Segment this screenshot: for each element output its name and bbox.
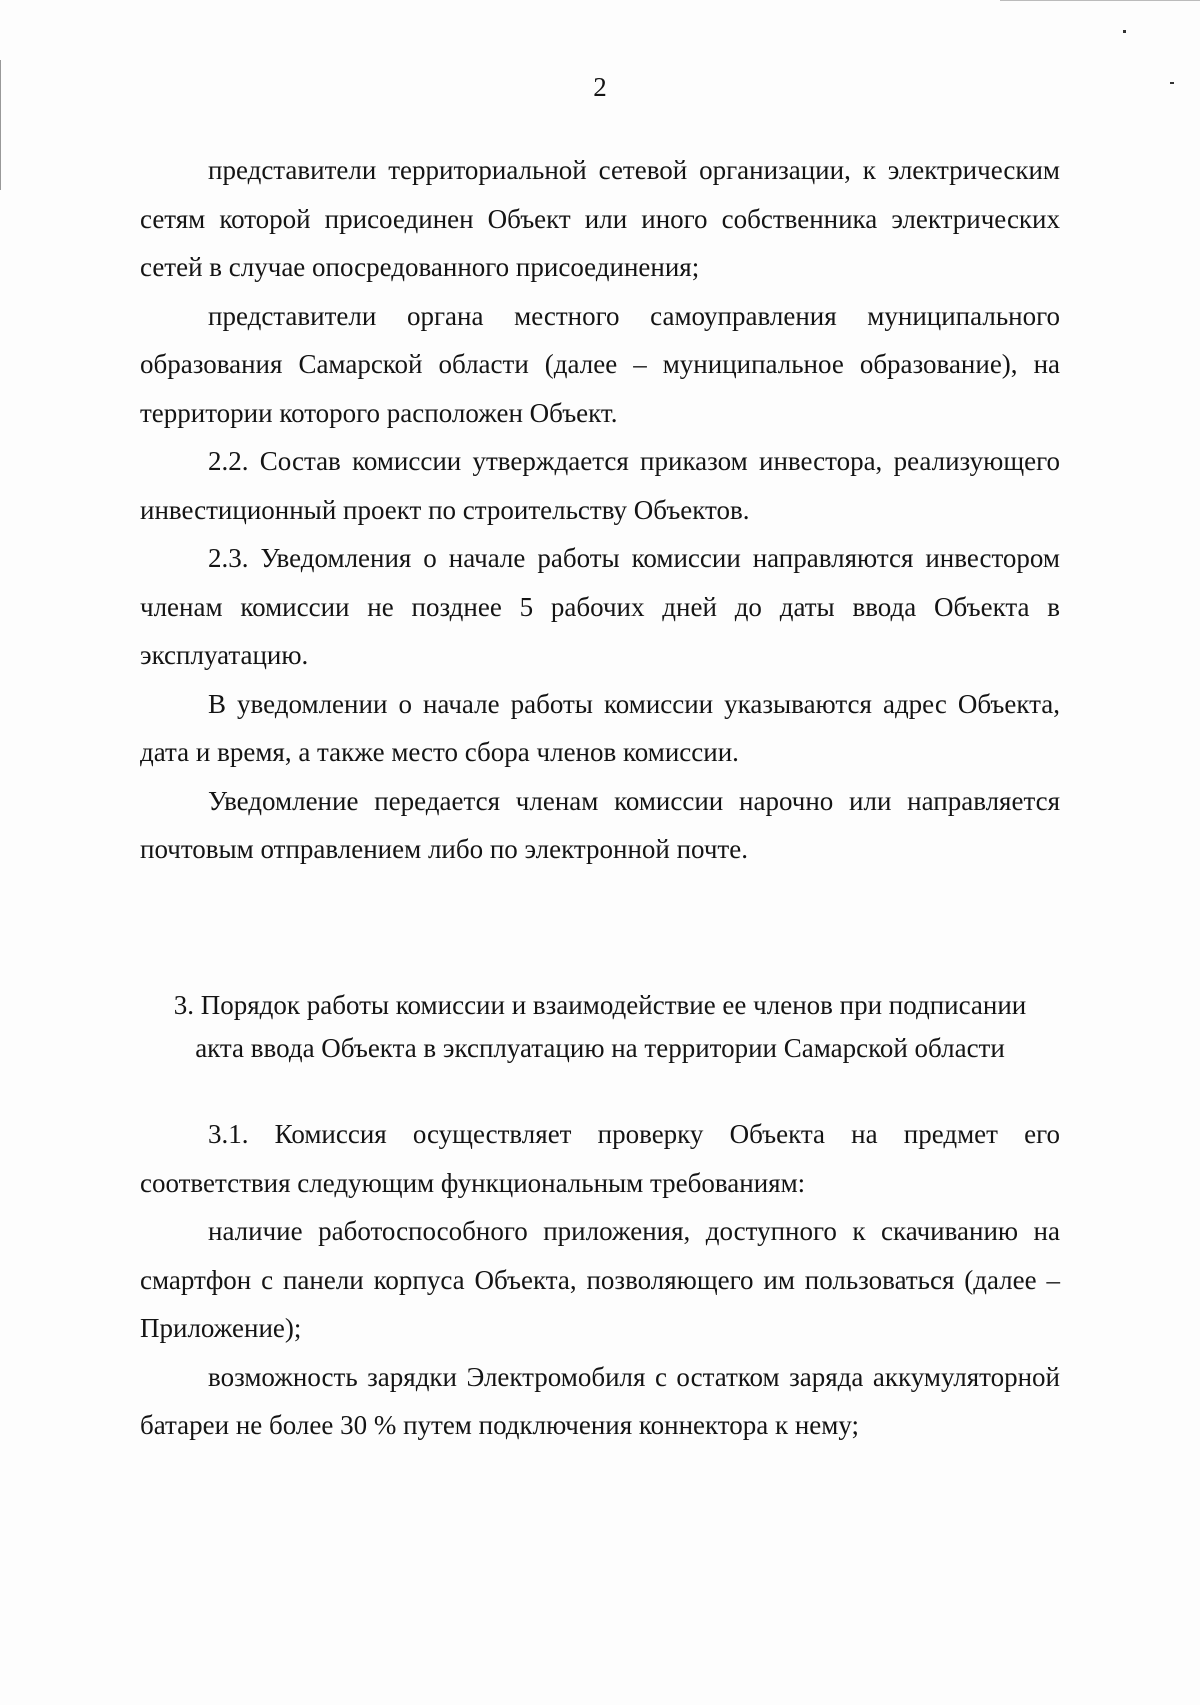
section-heading-line-1: 3. Порядок работы комиссии и взаимодействие ее членов при подписании <box>173 990 1027 1020</box>
section-heading <box>140 984 1060 1070</box>
paragraph-3-1: 3.1. Комиссия осуществляет проверку Объекта на предмет его соответствия следующим функциональным требованиям: <box>140 1119 1060 1198</box>
body-bottom <box>140 1110 1060 1450</box>
section-heading-line-2: акта ввода Объекта в эксплуатацию на территории Самарской области <box>195 1033 1005 1063</box>
page-number: 2 <box>593 72 607 102</box>
scan-left-edge <box>0 60 1 190</box>
body-top <box>140 146 1060 874</box>
paragraph-municipal-reps: представители органа местного самоуправления муниципального образования Самарской области (далее – муниципальное образование), на территории которого расположен Объект. <box>140 300 1060 428</box>
paragraph-grid-reps: представители территориальной сетевой организации, к электрическим сетям которой присоединен Объект или иного собственника электрических сетей в случае опосредованного присоединения; <box>140 155 1060 282</box>
scan-edge-line <box>1000 0 1200 1</box>
paragraph-2-3: 2.3. Уведомления о начале работы комиссии направляются инвестором членам комиссии не позднее 5 рабочих дней до даты ввода Объекта в эксплуатацию. <box>140 543 1060 670</box>
paragraph-notice-contents: В уведомлении о начале работы комиссии указываются адрес Объекта, дата и время, а также место сбора членов комиссии. <box>140 688 1060 767</box>
paragraph-app-requirement: наличие работоспособного приложения, доступного к скачиванию на смартфон с панели корпуса Объекта, позволяющего им пользоваться (далее – Приложение); <box>140 1216 1060 1343</box>
paragraph-notice-delivery: Уведомление передается членам комиссии нарочно или направляется почтовым отправлением либо по электронной почте. <box>140 785 1060 864</box>
scan-speck <box>1170 82 1174 84</box>
paragraph-2-2: 2.2. Состав комиссии утверждается приказом инвестора, реализующего инвестиционный проект по строительству Объектов. <box>140 446 1060 525</box>
scan-speck <box>1123 30 1126 33</box>
paragraph-charging-requirement: возможность зарядки Электромобиля с остатком заряда аккумуляторной батареи не более 30 % путем подключения коннектора к нему; <box>140 1361 1060 1440</box>
